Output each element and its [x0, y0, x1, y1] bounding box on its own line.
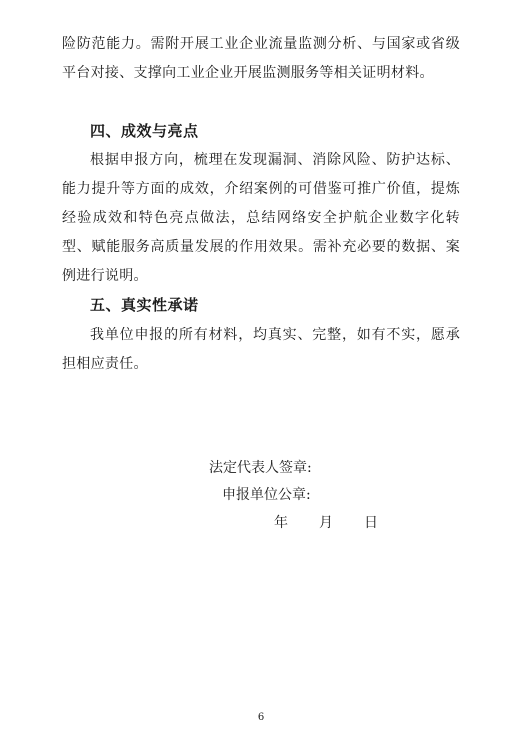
results-paragraph: 根据申报方向，梳理在发现漏洞、消除风险、防护达标、能力提升等方面的成效，介绍案例的可借鉴可推广价值，提炼经验成效和特色亮点做法，总结网络安全护航企业数字化转型、赋能服务高质量发展的作用效果。需补充必要的数据、案例进行说明。: [62, 152, 460, 284]
date-day-label: 日: [364, 515, 378, 531]
date-year-label: 年: [274, 515, 288, 531]
section-heading-authenticity: 五、真实性承诺: [90, 296, 199, 314]
continuation-paragraph: 险防范能力。需附开展工业企业流量监测分析、与国家或省级平台对接、支撑向工业企业开展监测服务等相关证明材料。: [62, 36, 460, 81]
legal-representative-signature-label: 法定代表人签章:: [209, 460, 312, 476]
page-number: 6: [257, 712, 265, 723]
authenticity-paragraph: 我单位申报的所有材料，均真实、完整，如有不实，愿承担相应责任。: [62, 327, 460, 372]
section-heading-results: 四、成效与亮点: [90, 122, 199, 140]
unit-seal-label: 申报单位公章:: [222, 487, 311, 503]
date-month-label: 月: [319, 515, 333, 531]
